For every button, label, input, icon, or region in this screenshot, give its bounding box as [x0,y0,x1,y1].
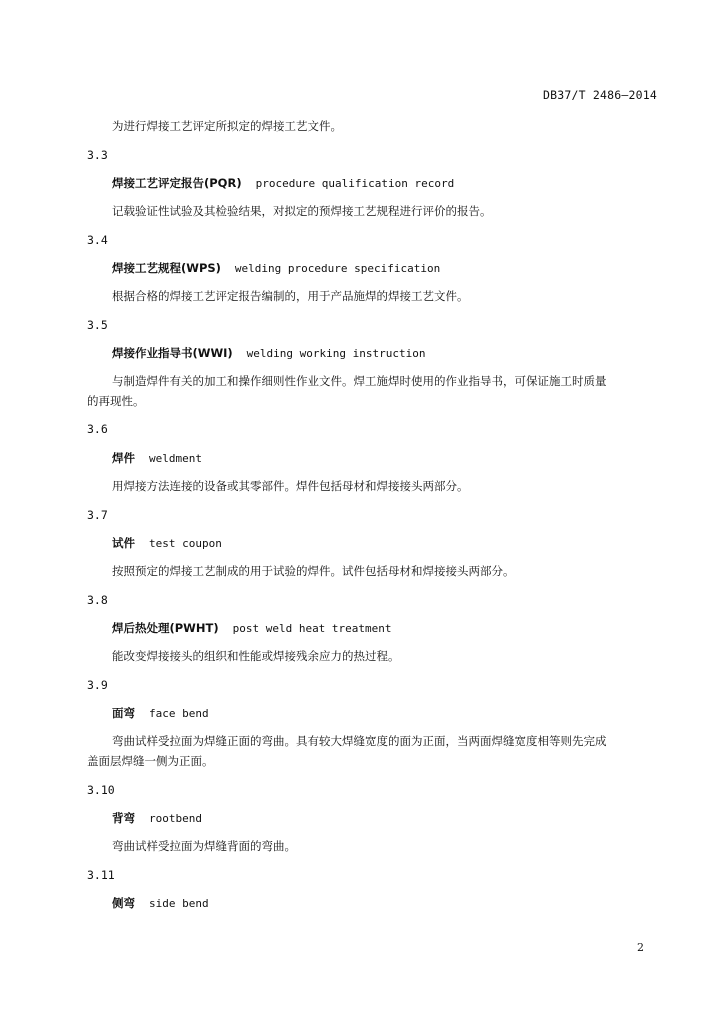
term-english: welding procedure specification [234,262,441,275]
term-english: test coupon [149,537,222,550]
clause-number: 3.5 [87,318,108,332]
definition-text: 用焊接方法连接的设备或其零部件。焊件包括母材和焊接接头两部分。 [112,479,469,493]
definition-text-continued: 盖面层焊缝一侧为正面。 [87,754,214,768]
definition-text: 弯曲试样受拉面为焊缝背面的弯曲。 [112,839,296,853]
term-heading [112,176,454,191]
term-heading [112,621,392,636]
clause-number: 3.11 [87,868,115,882]
definition-text: 根据合格的焊接工艺评定报告编制的，用于产品施焊的焊接工艺文件。 [112,289,469,303]
term-heading [112,811,202,826]
definition-text: 能改变焊接接头的组织和性能或焊接残余应力的热过程。 [112,649,400,663]
term-chinese: 焊接工艺评定报告(PQR) [112,176,242,190]
clause-number: 3.10 [87,783,115,797]
term-heading [112,346,425,361]
standard-code: DB37/T 2486—2014 [543,88,657,102]
term-chinese: 焊件 [112,451,135,465]
definition-text: 弯曲试样受拉面为焊缝正面的弯曲。具有较大焊缝宽度的面为正面，当两面焊缝宽度相等则先完成 [112,734,607,748]
term-english: side bend [149,897,209,910]
clause-number: 3.6 [87,422,108,436]
term-chinese: 侧弯 [112,896,135,910]
term-heading [112,706,209,721]
definition-text: 为进行焊接工艺评定所拟定的焊接工艺文件。 [112,119,342,133]
clause-number: 3.4 [87,233,108,247]
definition-text: 按照预定的焊接工艺制成的用于试验的焊件。试件包括母材和焊接接头两部分。 [112,564,515,578]
term-english: post weld heat treatment [232,622,392,635]
term-english: weldment [149,452,202,465]
term-heading [112,261,440,276]
definition-text-continued: 的再现性。 [87,394,145,408]
clause-number: 3.7 [87,508,108,522]
term-heading [112,896,209,911]
term-english: face bend [149,707,209,720]
definition-text: 与制造焊件有关的加工和操作细则性作业文件。焊工施焊时使用的作业指导书，可保证施工时质量 [112,374,607,388]
term-chinese: 背弯 [112,811,135,825]
term-chinese: 焊接工艺规程(WPS) [112,261,221,275]
term-heading [112,536,222,551]
term-english: rootbend [149,812,202,825]
term-chinese: 焊后热处理(PWHT) [112,621,219,635]
term-chinese: 试件 [112,536,135,550]
page-number: 2 [637,941,644,954]
term-english: procedure qualification record [255,177,455,190]
clause-number: 3.3 [87,148,108,162]
clause-number: 3.8 [87,593,108,607]
clause-number: 3.9 [87,678,108,692]
definition-text: 记载验证性试验及其检验结果，对拟定的预焊接工艺规程进行评价的报告。 [112,204,492,218]
term-heading [112,451,202,466]
term-chinese: 面弯 [112,706,135,720]
term-chinese: 焊接作业指导书(WWI) [112,346,233,360]
term-english: welding working instruction [246,347,426,360]
